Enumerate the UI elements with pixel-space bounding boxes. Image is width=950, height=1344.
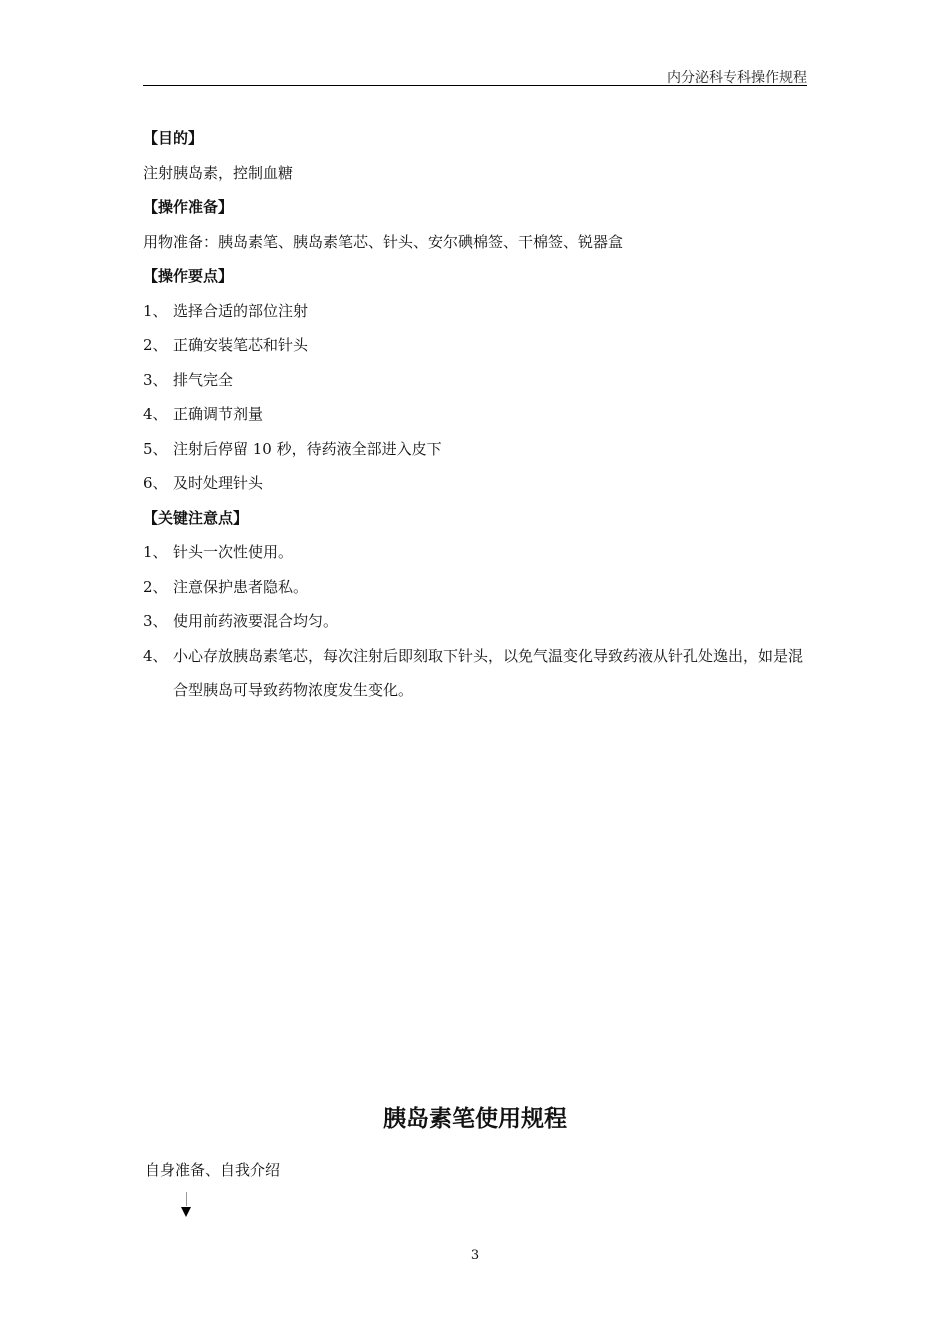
flow-connector-line (186, 1192, 187, 1206)
key-point-item (143, 466, 807, 501)
key-point-item (143, 432, 807, 467)
item-number: 1、 (143, 543, 168, 561)
note-item (143, 639, 807, 708)
page-number: 3 (470, 1248, 480, 1263)
item-number: 5、 (143, 439, 168, 458)
preparation-heading: 【操作准备】 (143, 198, 234, 216)
item-text: 排气完全 (173, 370, 234, 389)
page-header: 内分泌科专科操作规程 (667, 70, 807, 86)
key-points-heading: 【操作要点】 (143, 267, 234, 285)
arrow-down-icon (181, 1207, 191, 1217)
item-number: 3、 (143, 612, 168, 630)
item-number: 1、 (143, 301, 168, 320)
item-number: 2、 (143, 336, 168, 354)
key-point-item (143, 294, 807, 329)
item-number: 2、 (143, 577, 168, 596)
notes-heading: 【关键注意点】 (143, 508, 249, 527)
item-text: 正确安装笔芯和针头 (173, 336, 309, 354)
preparation-text: 用物准备：胰岛素笔、胰岛素笔芯、针头、安尔碘棉签、干棉签、锐器盒 (143, 232, 624, 251)
item-text: 及时处理针头 (173, 474, 264, 492)
item-text: 注射后停留 10 秒，待药液全部进入皮下 (173, 439, 442, 458)
item-text: 使用前药液要混合均匀。 (173, 612, 339, 630)
key-point-item (143, 397, 807, 432)
flow-step-first: 自身准备、自我介绍 (145, 1161, 281, 1179)
note-item (143, 535, 807, 570)
item-number: 6、 (143, 474, 168, 492)
item-text: 注意保护患者隐私。 (173, 577, 309, 596)
key-point-item (143, 363, 807, 398)
item-number: 4、 (143, 405, 168, 423)
header-divider (143, 85, 807, 86)
procedure-title: 胰岛素笔使用规程 (383, 1106, 567, 1132)
item-number: 3、 (143, 370, 168, 389)
item-text: 针头一次性使用。 (173, 543, 294, 561)
document-body (143, 121, 807, 708)
item-number: 4、 (143, 646, 168, 665)
item-text: 选择合适的部位注射 (173, 301, 309, 320)
purpose-text: 注射胰岛素，控制血糖 (143, 163, 294, 182)
note-item (143, 570, 807, 605)
note-item (143, 604, 807, 639)
key-point-item (143, 328, 807, 363)
item-text: 小心存放胰岛素笔芯，每次注射后即刻取下针头，以免气温变化导致药液从针孔处逸出，如是混合型胰岛可导致药物浓度发生变化。 (173, 646, 804, 699)
item-text: 正确调节剂量 (173, 405, 264, 423)
purpose-heading: 【目的】 (143, 129, 204, 147)
